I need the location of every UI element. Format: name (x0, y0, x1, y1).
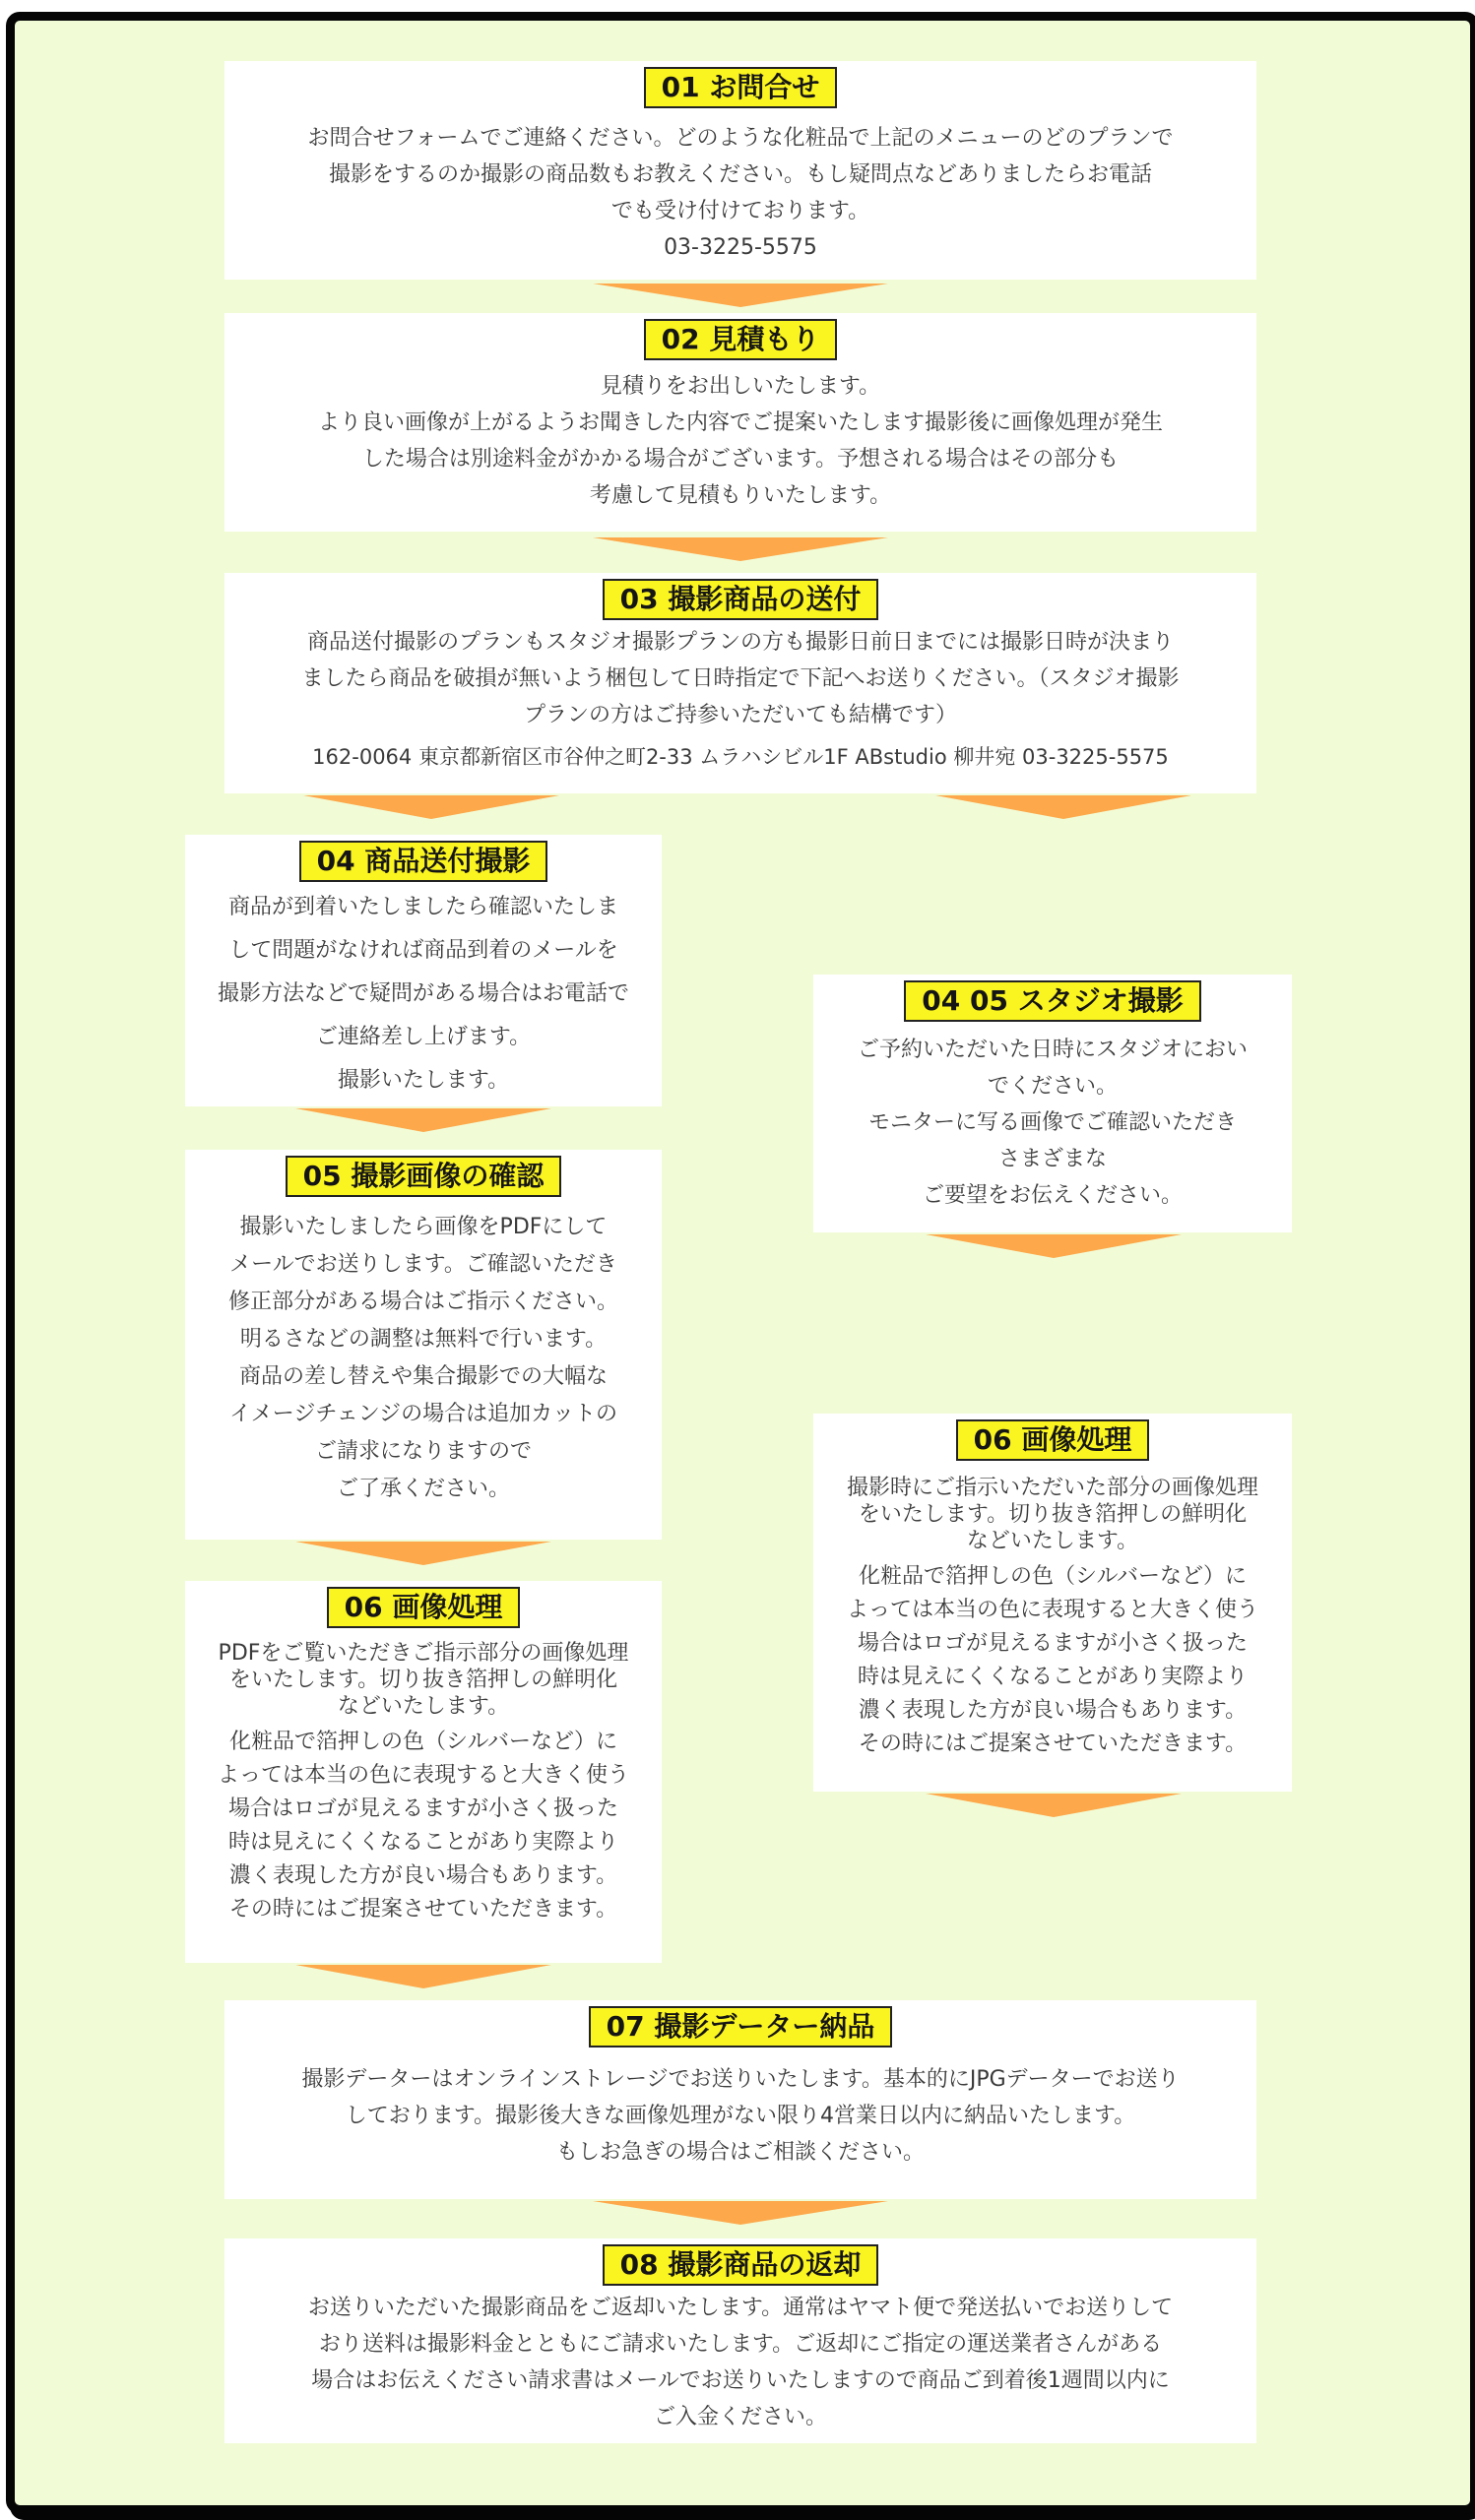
step-05-line: 明るさなどの調整は無料で行います。 (239, 1327, 608, 1352)
step-0405-title: 04 05 スタジオ撮影 (904, 980, 1200, 1022)
step-01-title: 01 お問合せ (644, 67, 838, 108)
step-06-left-line: などいたします。 (337, 1694, 510, 1719)
flow-arrow-icon (926, 1794, 1182, 1817)
step-02-line: 見積りをお出しいたします。 (600, 374, 881, 399)
step-01-line: お問合せフォームでご連絡ください。どのような化粧品で上記のメニューのどのプランで (307, 126, 1174, 151)
step-07-title: 07 撮影データー納品 (589, 2006, 893, 2048)
step-04-card (185, 835, 662, 1106)
step-08-line: お送りいただいた撮影商品をご返却いたします。通常はヤマト便で発送払いでお送りして (307, 2296, 1174, 2320)
step-08-line: ご入金ください。 (653, 2405, 827, 2429)
step-06-left-line: 濃く表現した方が良い場合もあります。 (228, 1863, 618, 1888)
step-04-line: ご連絡差し上げます。 (315, 1025, 532, 1049)
step-06-left-line: 時は見えにくくなることがあり実際より (227, 1830, 618, 1855)
step-06-right-line: 時は見えにくくなることがあり実際より (857, 1665, 1248, 1689)
step-02-title: 02 見積もり (644, 319, 838, 360)
step-07-line: しております。撮影後大きな画像処理がない限り4営業日以内に納品いたします。 (345, 2104, 1136, 2128)
step-0405-line: ご予約いただいた日時にスタジオにおい (857, 1038, 1248, 1062)
step-01-line: でも受け付けております。 (610, 199, 870, 223)
step-05-title: 05 撮影画像の確認 (286, 1156, 562, 1197)
step-06-left-line: よっては本当の色に表現すると大きく使う (217, 1763, 629, 1788)
step-0405-line: ご要望をお伝えください。 (922, 1183, 1183, 1208)
step-05-line: 修正部分がある場合はご指示ください。 (227, 1290, 618, 1314)
step-06-left-line: その時にはご提案させていただきます。 (228, 1897, 618, 1922)
step-04-line: して問題がなければ商品到着のメールを (228, 938, 618, 963)
step-02-card (224, 313, 1256, 532)
step-08-line: おり送料は撮影料金とともにご請求いたします。ご返却にご指定の運送業者さんがある (318, 2332, 1163, 2357)
step-02-line: 考慮して見積もりいたします。 (589, 483, 892, 508)
step-07-line: もしお急ぎの場合はご相談ください。 (555, 2140, 925, 2165)
step-06-left-title: 06 画像処理 (327, 1587, 521, 1628)
step-06-right-line: 濃く表現した方が良い場合もあります。 (858, 1698, 1248, 1723)
step-06-left-line: 化粧品で箔押しの色（シルバーなど）に (229, 1730, 617, 1754)
step-04-line: 商品が到着いたしましたら確認いたしま (227, 895, 618, 919)
flow-arrow-icon (295, 1965, 551, 1988)
step-05-line: 撮影いたしましたら画像をPDFにして (239, 1215, 608, 1239)
step-06-right-line: をいたします。切り抜き箔押しの鮮明化 (858, 1502, 1248, 1527)
step-03-line: ましたら商品を破損が無いよう梱包して日時指定で下記へお送りください。（スタジオ撮影 (301, 666, 1180, 691)
step-08-card (224, 2238, 1256, 2443)
step-07-card (224, 2000, 1256, 2199)
step-05-line: ご請求になりますので (314, 1439, 532, 1464)
step-04-line: 撮影方法などで疑問がある場合はお電話で (217, 981, 629, 1006)
step-06-right-line: 撮影時にご指示いただいた部分の画像処理 (846, 1476, 1258, 1500)
step-06-left-line: をいたします。切り抜き箔押しの鮮明化 (228, 1668, 618, 1692)
step-0405-card (813, 975, 1292, 1232)
step-06-right-card (813, 1414, 1292, 1792)
step-02-line: した場合は別途料金がかかる場合がございます。予想される場合はその部分も (361, 447, 1120, 472)
flow-arrow-icon (295, 1108, 551, 1132)
step-06-right-line: 場合はロゴが見えるますが小さく扱った (857, 1631, 1248, 1656)
step-03-title: 03 撮影商品の送付 (603, 579, 879, 620)
step-05-line: ご了承ください。 (336, 1477, 510, 1501)
flow-arrow-icon (593, 2201, 888, 2225)
step-0405-line: でください。 (987, 1074, 1118, 1099)
step-06-right-line: その時にはご提案させていただきます。 (858, 1732, 1248, 1756)
step-0405-line: さまざまな (997, 1147, 1107, 1171)
step-06-left-line: PDFをご覧いただきご指示部分の画像処理 (218, 1641, 629, 1666)
step-01-line: 撮影をするのか撮影の商品数もお教えください。もし疑問点などありましたらお電話 (328, 162, 1152, 187)
step-05-line: イメージチェンジの場合は追加カットの (229, 1402, 617, 1426)
flow-arrow-icon (593, 537, 888, 561)
step-06-right-line: などいたします。 (966, 1529, 1139, 1553)
step-03-line: プランの方はご持参いただいても結構です） (523, 703, 957, 727)
step-04-title: 04 商品送付撮影 (299, 841, 548, 882)
flow-arrow-icon (295, 1542, 551, 1565)
step-03-address: 162-0064 東京都新宿区市谷仲之町2-33 ムラハシビル1F ABstudio 柳井宛 03-3225-5575 (312, 745, 1169, 769)
flow-arrow-icon (593, 284, 888, 307)
step-02-line: より良い画像が上がるようお聞きした内容でご提案いたします撮影後に画像処理が発生 (317, 410, 1163, 435)
step-08-line: 場合はお伝えください請求書はメールでお送りいたしますので商品ご到着後1週間以内に (311, 2368, 1170, 2393)
step-05-line: 商品の差し替えや集合撮影での大幅な (238, 1364, 608, 1389)
step-08-title: 08 撮影商品の返却 (603, 2244, 879, 2286)
step-0405-line: モニターに写る画像でご確認いただき (867, 1110, 1237, 1135)
step-04-line: 撮影いたします。 (337, 1068, 510, 1093)
step-05-line: メールでお送りします。ご確認いただき (229, 1252, 617, 1277)
step-06-right-line: 化粧品で箔押しの色（シルバーなど）に (859, 1564, 1247, 1589)
step-03-line: 商品送付撮影のプランもスタジオ撮影プランの方も撮影日前日までには撮影日時が決まり (306, 630, 1174, 655)
step-06-left-card (185, 1581, 662, 1963)
step-06-left-line: 場合はロゴが見えるますが小さく扱った (227, 1796, 618, 1821)
flow-arrow-icon (935, 795, 1191, 819)
step-01-card (224, 61, 1256, 280)
flow-arrow-icon (926, 1234, 1182, 1258)
step-07-line: 撮影データーはオンラインストレージでお送りいたします。基本的にJPGデーターでお送り (301, 2067, 1180, 2092)
step-01-phone: 03-3225-5575 (664, 235, 817, 260)
step-06-right-title: 06 画像処理 (956, 1419, 1150, 1461)
step-05-card (185, 1150, 662, 1540)
step-06-right-line: よっては本当の色に表現すると大きく使う (846, 1598, 1258, 1622)
step-03-card (224, 573, 1256, 793)
flow-arrow-icon (303, 795, 559, 819)
